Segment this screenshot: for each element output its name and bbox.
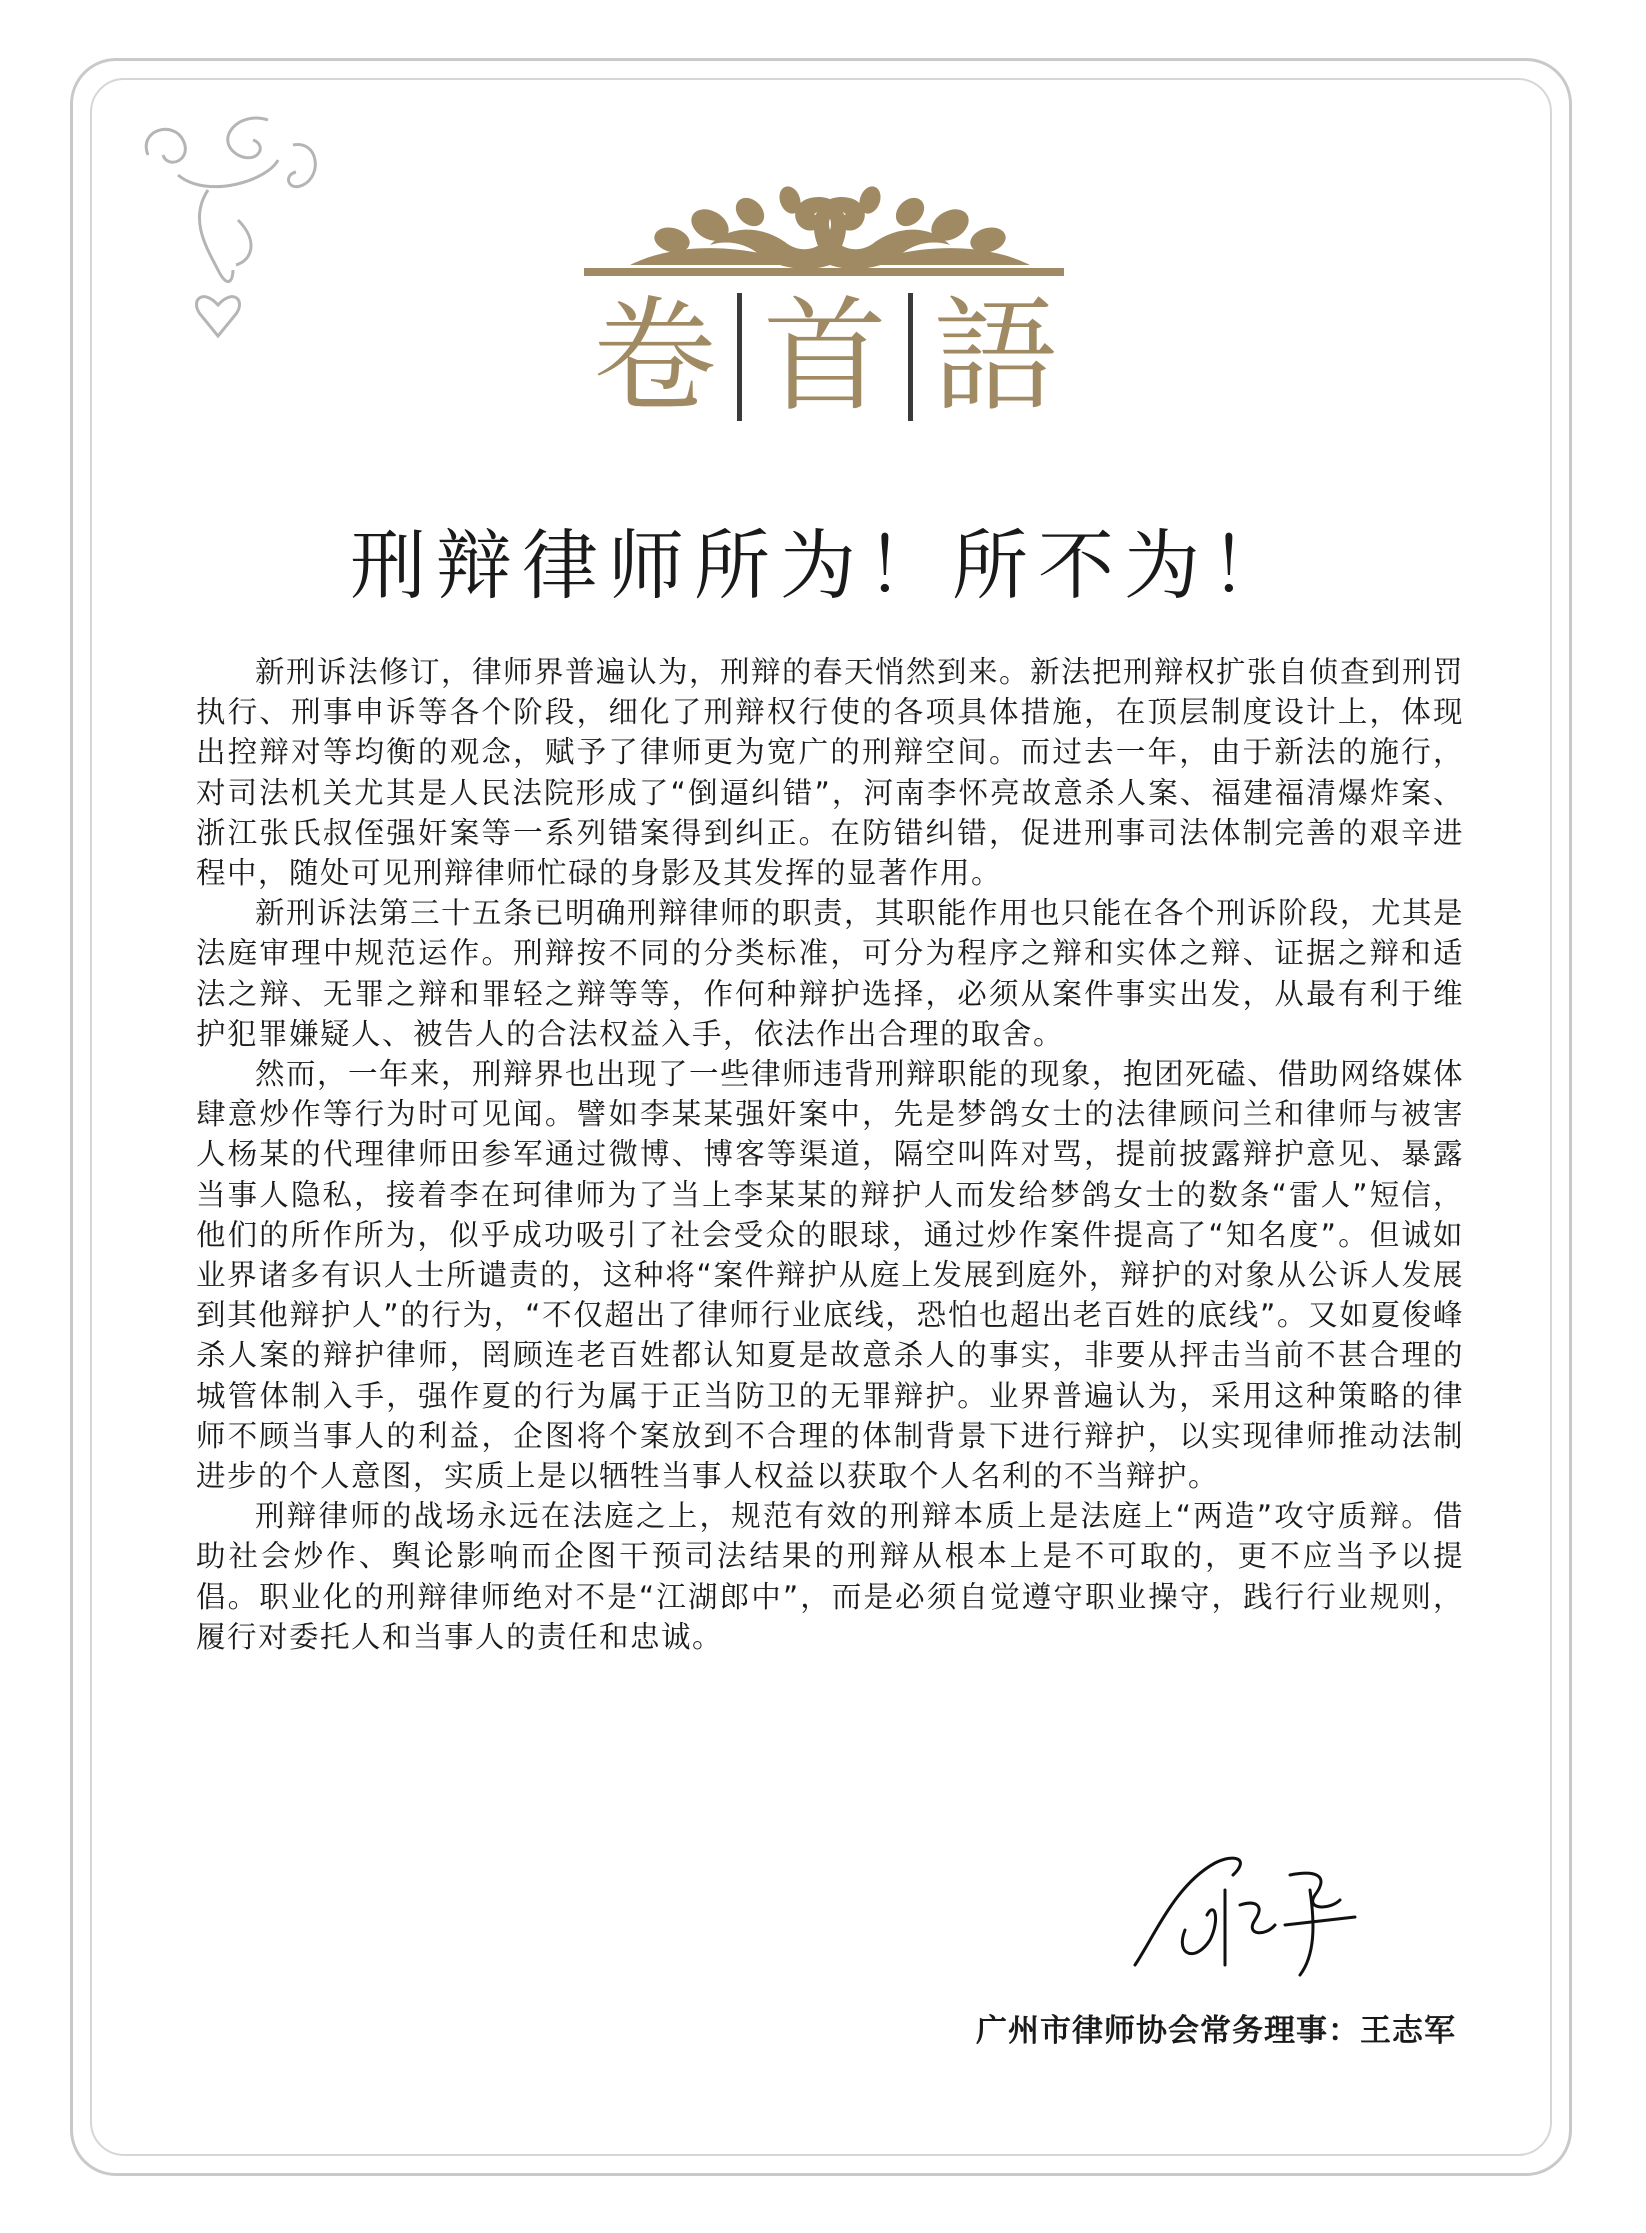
paragraph-2: 新刑诉法第三十五条已明确刑辩律师的职责，其职能作用也只能在各个刑诉阶段，尤其是法庭审理中规范运作。刑辩按不同的分类标准，可分为程序之辩和实体之辩、证据之辩和适法之辩、无罪之辩和罪轻之辩等等，作何种辩护选择，必须从案件事实出发，从最有利于维护犯罪嫌疑人、被告人的合法权益入手，依法作出合理的取舍。 (196, 896, 1465, 1051)
column-title-separator (737, 293, 742, 421)
laurel-ornament-icon (600, 170, 1060, 300)
ornament-divider (584, 268, 1064, 276)
article-title: 刑辩律师所为！所不为！ (350, 521, 1296, 610)
paragraph-3: 然而，一年来，刑辩界也出现了一些律师违背刑辩职能的现象，抱团死磕、借助网络媒体肆意炒作等行为时可见闻。譬如李某某强奸案中，先是梦鸽女士的法律顾问兰和律师与被害人杨某的代理律师田参军通过微博、博客等渠道，隔空叫阵对骂，提前披露辩护意见、暴露当事人隐私，接着李在珂律师为了当上李某某的辩护人而发给梦鸽女士的数条“雷人”短信，他们的所作所为，似乎成功吸引了社会受众的眼球，通过炒作案件提高了“知名度”。但诚如业界诸多有识人士所谴责的，这种将“案件辩护从庭上发展到庭外，辩护的对象从公诉人发展到其他辩护人”的行为，“不仅超出了律师行业底线，恐怕也超出老百姓的底线”。又如夏俊峰杀人案的辩护律师，罔顾连老百姓都认知夏是故意杀人的事实，非要从抨击当前不甚合理的城管体制入手，强作夏的行为属于正当防卫的无罪辩护。业界普遍认为，采用这种策略的律师不顾当事人的利益，企图将个案放到不合理的体制背景下进行辩护，以实现律师推动法制进步的个人意图，实质上是以牺牲当事人权益以获取个人名利的不当辩护。 (196, 1057, 1465, 1494)
column-title-char-1: 卷 (592, 285, 717, 429)
swirl-heart-ornament-icon (118, 100, 328, 350)
column-title-char-3: 語 (933, 285, 1058, 429)
author-attribution: 广州市律师协会常务理事：王志军 (976, 2013, 1456, 2049)
column-title-char-2: 首 (762, 285, 887, 429)
paragraph-4: 刑辩律师的战场永远在法庭之上，规范有效的刑辩本质上是法庭上“两造”攻守质辩。借助社会炒作、舆论影响而企图干预司法结果的刑辩从根本上是不可取的，更不应当予以提倡。职业化的刑辩律师绝对不是“江湖郎中”，而是必须自觉遵守职业操守，践行行业规则，履行对委托人和当事人的责任和忠诚。 (196, 1499, 1464, 1654)
column-title-separator (908, 293, 913, 421)
column-title (580, 282, 1070, 432)
article-body (196, 652, 1464, 1657)
paragraph-1: 新刑诉法修订，律师界普遍认为，刑辩的春天悄然到来。新法把刑辩权扩张自侦查到刑罚执行、刑事申诉等各个阶段，细化了刑辩权行使的各项具体措施，在顶层制度设计上，体现出控辩对等均衡的观念，赋予了律师更为宽广的刑辩空间。而过去一年，由于新法的施行，对司法机关尤其是人民法院形成了“倒逼纠错”，河南李怀亮故意杀人案、福建福清爆炸案、浙江张氏叔侄强奸案等一系列错案得到纠正。在防错纠错，促进刑事司法体制完善的艰辛进程中，随处可见刑辩律师忙碌的身影及其发挥的显著作用。 (196, 655, 1465, 891)
handwritten-signature (1115, 1845, 1395, 1985)
